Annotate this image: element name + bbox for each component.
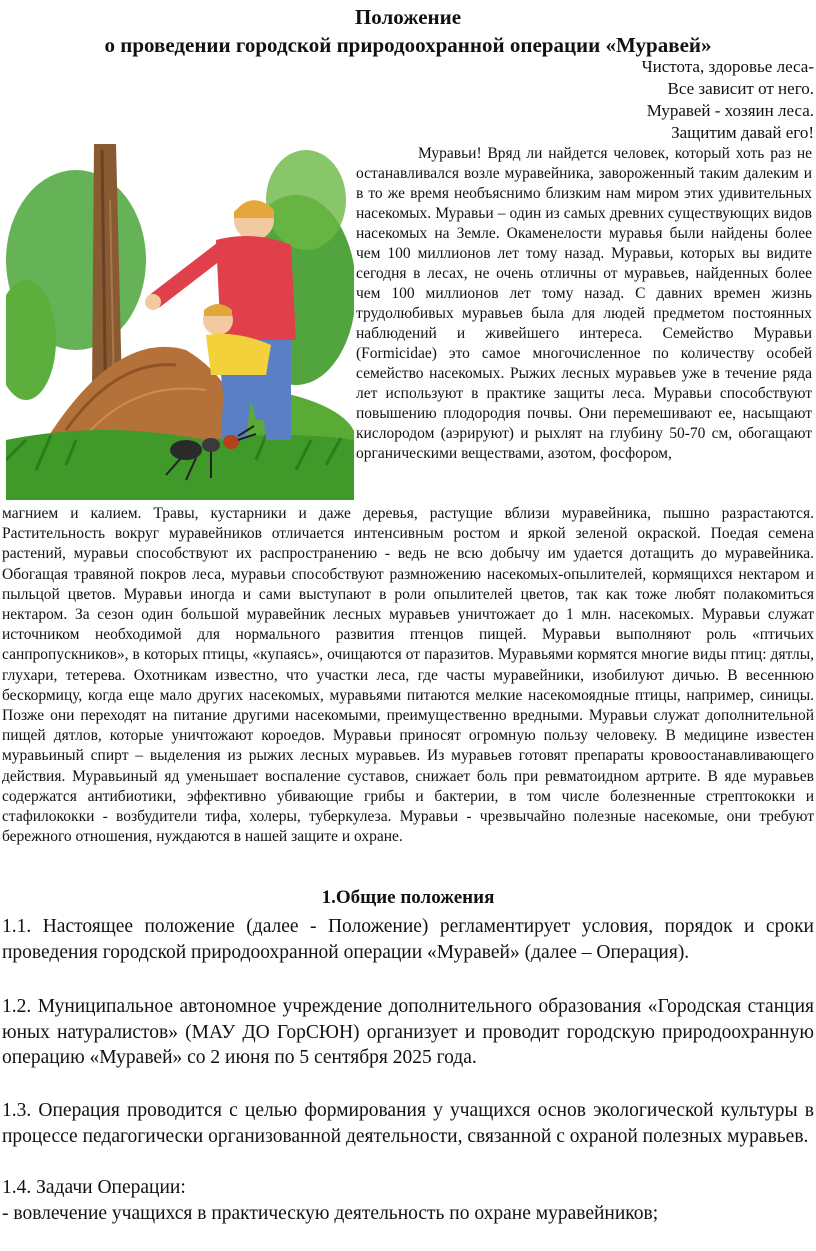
intro-continued-paragraph: магнием и калием. Травы, кустарники и даже деревья, растущие вблизи муравейника, пышно разрастаются. Растительность вокруг муравейников отличается интенсивным ростом и яркой зеленой окраской. Поедая семена растений, муравьи способствуют их распространению - ведь не всю добычу им удается дотащить до муравейника. Обогащая травяной покров леса, муравьи способствуют размножению насекомых-опылителей, кормящихся нектаром и пыльцой цветов. Муравьи иногда и сами выступают в роли опылителей цветов, так как тоже любят полакомиться нектаром. За сезон один большой муравейник лесных муравьев уничтожает до 1 млн. насекомых. Муравьи служат источником необходимой для нормального развития птенцов пищей. Муравьи выполняют роль «птичьих санпропускников», в которых птицы, «купаясь», очищаются от паразитов. Муравьями кормятся многие виды птиц: дятлы, глухари, тетерева. Охотникам известно, что участки леса, где часты муравейники, изобилуют дичью. В весеннюю бескормицу, когда еще мало других насекомых, муравьями питаются мелкие насекомоядные птицы, например, синицы. Позже они переходят на питание другими насекомыми, преимущественно вредными. Муравьи служат дополнительной пищей дятлов, которые уничтожают короедов. Муравьи приносят огромную пользу человеку. В медицине известен муравьиный спирт – выделения из рыжих лесных муравьев. Из муравьев готовят препараты кровоостанавливающего действия. Муравьиный яд уменьшает воспаление суставов, снижает боль при ревматоидном артрите. В яде муравьев содержатся антибиотики, эффективно убивающие грибы и бактерии, в том числе болезненные стрептококки и стафилококки - возбудители тифа, холеры, туберкулеза. Муравьи - чрезвычайно полезные насекомые, они требуют бережного отношения, нуждаются в нашей защите и охране. [2,505,814,846]
clause-1-1: 1.1. Настоящее положение (далее - Положение) регламентирует условия, порядок и сроки проведения городской природоохранной операции «Муравей» (далее – Операция). [2,916,814,963]
document-subtitle: о проведении городской природоохранной операции «Муравей» [104,33,712,57]
task-item: - вовлечение учащихся в практическую деятельность по охране муравейников; [2,1203,659,1224]
intro-text: Муравьи! Вряд ли найдется человек, который хоть раз не останавливался возле муравейника, завороженный таким далеким и в то же время необъяснимо близким нам миром этих удивительных насекомых. Муравьи – один из самых древних существующих видов насекомых на Земле. Окаменелости муравья были найдены более чем 100 миллионов лет тому назад. Муравьи, которых вы видите сегодня в лесах, не очень отличны от муравьев, найденных более чем 100 миллионов лет тому назад. С давних времен жизнь трудолюбивых муравьев была для людей предметом постоянных наблюдений и живейшего интереса. Семейство Муравьи (Formicidae) это самое многочисленное по количеству особей семейство насекомых. Рыжих лесных муравьев уже в течение ряда лет используют в практике защиты леса. Муравьи способствуют повышению плодородия почвы. Они перемешивают ее, насыщают кислородом (аэрируют) и рыхлят на глубину 50-70 см, обогащают органическими веществами, азотом, фосфором, [356,145,812,462]
section-heading: 1.Общие положения [321,887,495,908]
epigraph-line: Защитим давай его! [671,123,814,142]
forest-anthill-illustration [6,140,354,500]
clause-1-3: 1.3. Операция проводится с целью формирования у учащихся основ экологической культуры в процессе педагогически организованной деятельности, связанной с охраной полезных муравьев. [2,1100,814,1147]
epigraph-line: Муравей - хозяин леса. [646,101,814,120]
clause-1-4: 1.4. Задачи Операции: [2,1177,186,1198]
epigraph [454,56,814,144]
document-title: Положение [354,5,462,29]
epigraph-line: Чистота, здоровье леса- [641,57,814,76]
epigraph-line: Все зависит от него. [667,79,814,98]
intro-wrapped-paragraph [356,144,812,464]
clause-1-2: 1.2. Муниципальное автономное учреждение дополнительного образования «Городская станция юных натуралистов» (МАУ ДО ГорСЮН) организует и проводит городскую природоохранную операцию «Муравей» со 2 июня по 5 сентября 2025 года. [2,996,814,1068]
